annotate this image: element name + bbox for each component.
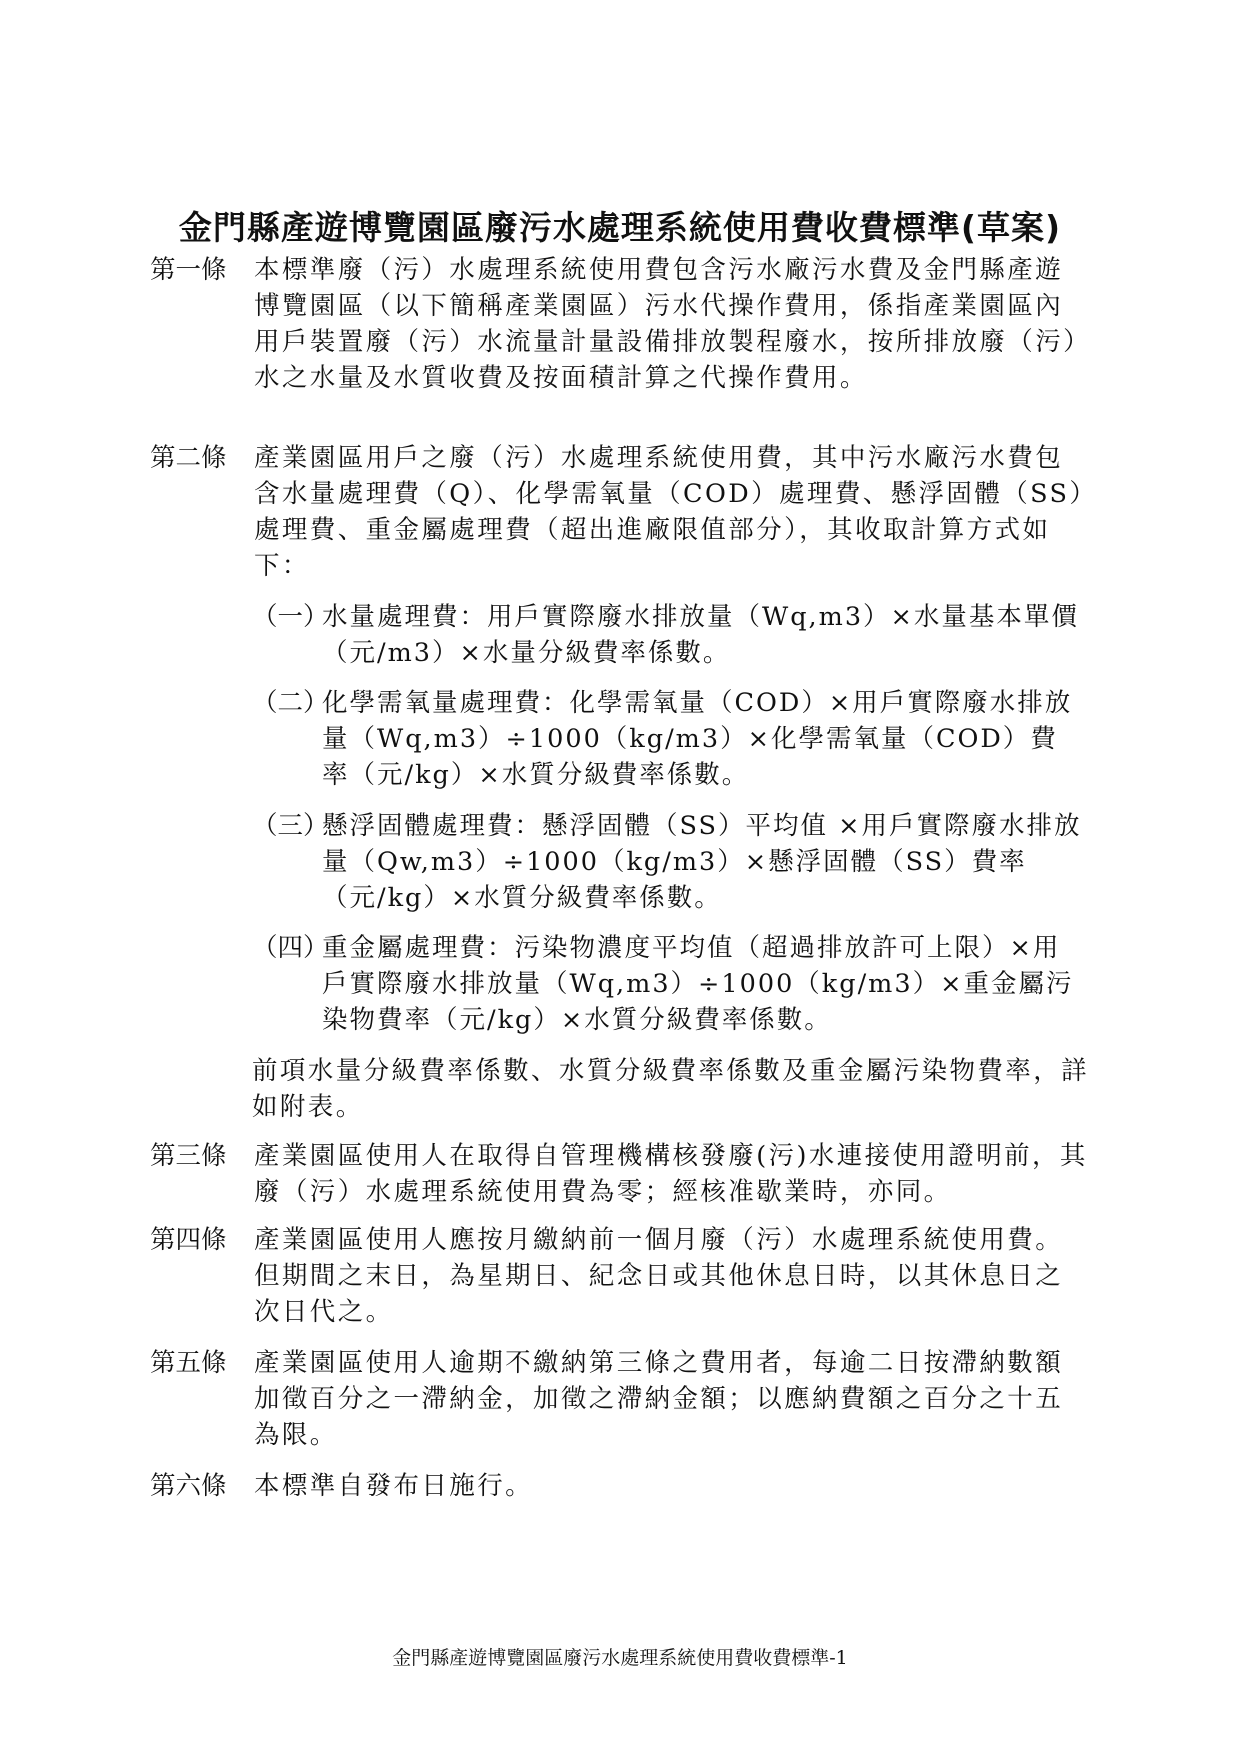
article-text: 產業園區使用人逾期不繳納第三條之費用者，每逾二日按滯納數額加徵百分之一滯納金，加徵之滯納金額；以應納費額之百分之十五為限。 bbox=[254, 1348, 1064, 1450]
list-item-label: （一） bbox=[252, 602, 329, 632]
list-item-2 bbox=[252, 685, 1082, 793]
list-item-label: （四） bbox=[252, 933, 329, 963]
article-text: 本標準廢（污）水處理系統使用費包含污水廠污水費及金門縣產遊博覽園區（以下簡稱產業園區）污水代操作費用，係指產業園區內用戶裝置廢（污）水流量計量設備排放製程廢水，按所排放廢（污）水之水量及水質收費及按面積計算之代操作費用。 bbox=[254, 255, 1079, 393]
article-label: 第一條 bbox=[150, 255, 227, 285]
list-item-3 bbox=[252, 808, 1082, 916]
article-text: 本標準自發布日施行。 bbox=[254, 1471, 534, 1501]
page-footer: 金門縣產遊博覽園區廢污水處理系統使用費收費標準-1 bbox=[392, 1647, 848, 1669]
article-2-note: 前項水量分級費率係數、水質分級費率係數及重金屬污染物費率，詳如附表。 bbox=[252, 1056, 1090, 1122]
list-item-label: （二） bbox=[252, 688, 329, 718]
list-item-1 bbox=[252, 599, 1082, 671]
article-1 bbox=[150, 252, 1095, 396]
list-item-4 bbox=[252, 930, 1082, 1038]
article-label: 第五條 bbox=[150, 1348, 227, 1378]
article-5 bbox=[150, 1345, 1095, 1453]
page-title: 金門縣產遊博覽園區廢污水處理系統使用費收費標準(草案) bbox=[178, 208, 1062, 247]
article-label: 第三條 bbox=[150, 1141, 227, 1171]
article-6 bbox=[150, 1468, 1095, 1504]
article-label: 第四條 bbox=[150, 1225, 227, 1255]
article-label: 第六條 bbox=[150, 1471, 227, 1501]
list-item-text: 懸浮固體處理費：懸浮固體（SS）平均值 ×用戶實際廢水排放量（Qw,m3）÷1000（kg/m3）×懸浮固體（SS）費率（元/kg）×水質分級費率係數。 bbox=[322, 811, 1082, 913]
list-item-label: （三） bbox=[252, 811, 329, 841]
article-text: 產業園區使用人在取得自管理機構核發廢(污)水連接使用證明前，其廢（污）水處理系統使用費為零；經核准歇業時，亦同。 bbox=[254, 1141, 1088, 1207]
article-label: 第二條 bbox=[150, 443, 227, 473]
article-text: 產業園區使用人應按月繳納前一個月廢（污）水處理系統使用費。但期間之末日，為星期日、紀念日或其他休息日時，以其休息日之次日代之。 bbox=[254, 1225, 1064, 1327]
article-3 bbox=[150, 1138, 1095, 1210]
list-item-text: 重金屬處理費：污染物濃度平均值（超過排放許可上限）×用戶實際廢水排放量（Wq,m3）÷1000（kg/m3）×重金屬污染物費率（元/kg）×水質分級費率係數。 bbox=[322, 933, 1074, 1035]
article-text: 產業園區用戶之廢（污）水處理系統使用費，其中污水廠污水費包含水量處理費（Q）、化學需氧量（COD）處理費、懸浮固體（SS）處理費、重金屬處理費（超出進廠限值部分），其收取計算方式如下： bbox=[254, 443, 1085, 581]
article-2 bbox=[150, 440, 1095, 584]
list-item-text: 化學需氧量處理費：化學需氧量（COD）×用戶實際廢水排放量（Wq,m3）÷1000（kg/m3）×化學需氧量（COD）費率（元/kg）×水質分級費率係數。 bbox=[322, 688, 1073, 790]
list-item-text: 水量處理費：用戶實際廢水排放量（Wq,m3）×水量基本單價（元/m3）×水量分級費率係數。 bbox=[322, 602, 1079, 668]
article-4 bbox=[150, 1222, 1095, 1330]
